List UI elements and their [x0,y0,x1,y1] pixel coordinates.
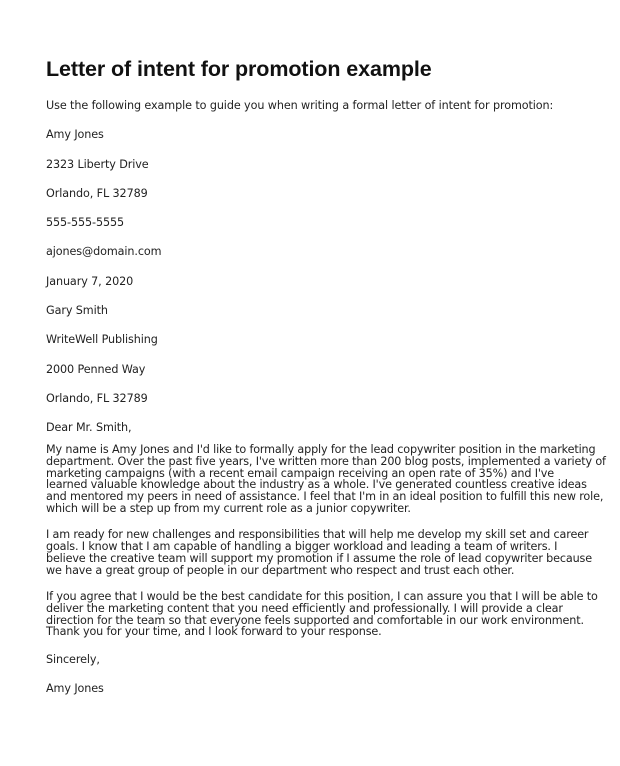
recipient-company: WriteWell Publishing [46,333,158,347]
paragraph-line: deliver the marketing content that you need efficiently and professionally. I will provide a clear [46,602,563,615]
salutation: Dear Mr. Smith, [46,421,132,435]
paragraph-line: believe the creative team will support my promotion if I assume the role of lead copywriter because [46,551,592,565]
sender-city: Orlando, FL 32789 [46,186,148,200]
sender-name: Amy Jones [46,128,104,142]
sender-street: 2323 Liberty Drive [46,157,149,171]
intro-text: Use the following example to guide you when writing a formal letter of intent for promotion: [46,99,554,112]
sender-phone: 555-555-5555 [46,216,125,230]
sender-email: ajones@domain.com [46,245,162,259]
paragraph-line: If you agree that I would be the best candidate for this position, I can assure you that I will be able to [46,590,598,604]
paragraph-line: goals. I know that I am capable of handling a bigger workload and leading a team of writers. I [46,540,558,554]
paragraph-line: department. Over the past five years, I've written more than 200 blog posts, implemented a variety of [46,454,606,468]
paragraph-line: we have a great group of people in our department who respect and trust each other. [46,563,515,577]
letter-date: January 7, 2020 [46,274,134,288]
paragraph-line: Thank you for your time, and I look forward to your response. [46,625,382,639]
body-paragraph-1 [46,443,606,515]
signature: Amy Jones [46,682,104,696]
body-paragraph-3 [46,590,598,639]
paragraph-line: My name is Amy Jones and I'd like to formally apply for the lead copywriter position in the marketing [46,443,596,457]
paragraph-line: and mentored my peers in need of assistance. I feel that I'm in an ideal position to fulfill this new role, [46,490,604,504]
paragraph-line: direction for the team so that everyone feels supported and comfortable in our work environment. [46,613,584,627]
body-paragraph-2 [46,528,592,577]
letter-document [46,56,606,712]
paragraph-line: which will be a step up from my current role as a junior copywriter. [46,501,411,515]
page-title: Letter of intent for promotion example [46,57,432,81]
recipient-street: 2000 Penned Way [46,362,146,376]
paragraph-line: learned valuable knowledge about the industry as a whole. I've generated countless creative ideas [46,478,587,492]
paragraph-line: marketing campaigns (with a recent email campaign receiving an open rate of 35%) and I've [46,466,554,480]
recipient-name: Gary Smith [46,304,108,318]
closing: Sincerely, [46,653,100,667]
recipient-city: Orlando, FL 32789 [46,391,148,405]
paragraph-line: I am ready for new challenges and responsibilities that will help me develop my skill set and career [46,528,589,542]
